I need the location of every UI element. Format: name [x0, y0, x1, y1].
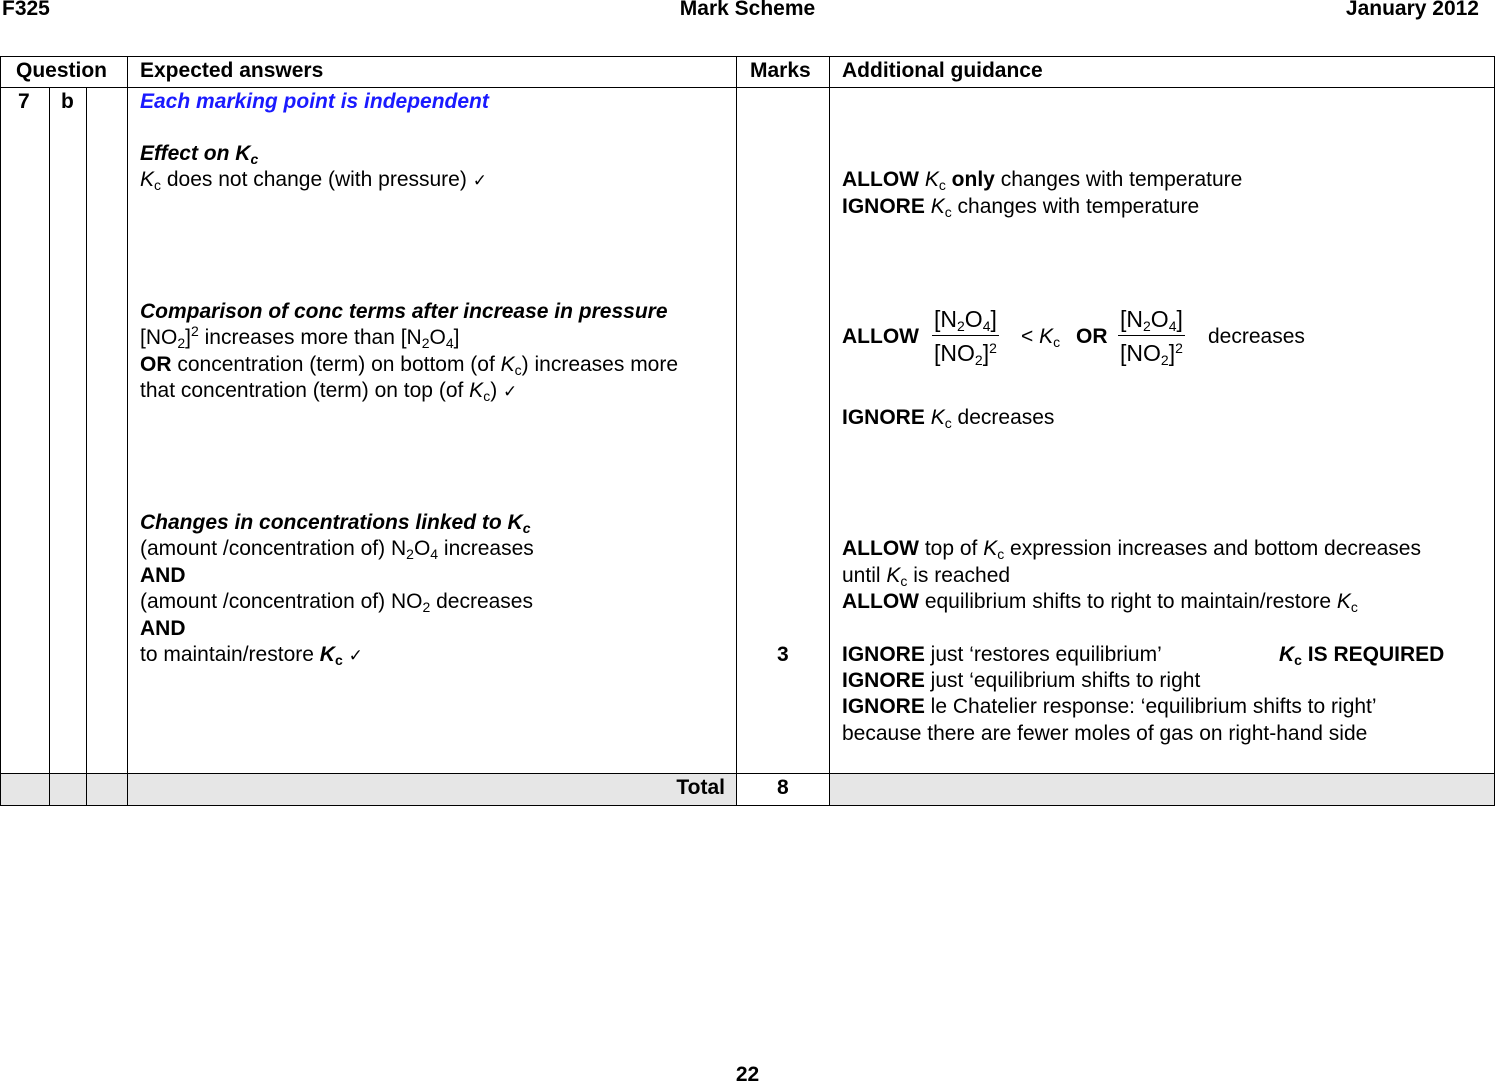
comparison-heading: Comparison of conc terms after increase in pressure [140, 300, 668, 323]
guidance-fewer-moles: because there are fewer moles of gas on right-hand side [842, 722, 1368, 745]
comparison-line-1: $[NO_2]^2$ increases more than $[N_2O_4]$ [140, 323, 460, 351]
guidance-ignore-restores: IGNORE just ‘restores equilibrium’ [842, 643, 1162, 666]
comparison-line-2: OR concentration (term) on bottom (of $K_c$) increases more [140, 353, 679, 378]
guidance-allow-only: ALLOW $K_c$ only changes with temperature [842, 168, 1243, 193]
table-bottom-border [0, 805, 1495, 806]
fraction-2: $[N_2O_4]$ $[NO_2]^2$ [1120, 306, 1183, 368]
comparison-line-3: that concentration (term) on top (of $K_c$) ✓ [140, 379, 518, 404]
changes-line-1: (amount /concentration of) $N_2O_4$ increases [140, 537, 534, 562]
guidance-allow-shift: ALLOW equilibrium shifts to right to maintain/restore $K_c$ [842, 590, 1358, 615]
header-additional-guidance: Additional guidance [842, 59, 1043, 82]
page-number: 22 [735, 1063, 760, 1086]
document-date: January 2012 [1345, 0, 1479, 20]
question-number: 7 [18, 90, 30, 113]
table-left-border [0, 56, 1, 806]
changes-heading: Changes in concentrations linked to $K_c$ [140, 511, 531, 536]
col-divider-4 [736, 56, 737, 806]
guidance-ignore-temperature: IGNORE $K_c$ changes with temperature [842, 195, 1200, 220]
header-question: Question [16, 59, 108, 82]
marks-value: 3 [777, 643, 789, 666]
guidance-allow-fraction-label: ALLOW [842, 325, 919, 348]
col-divider-5 [829, 56, 830, 806]
kc-required-note: $K_c$ IS REQUIRED [1279, 643, 1445, 668]
question-part: b [61, 90, 74, 113]
fraction-decreases: decreases [1208, 325, 1305, 348]
total-label: Total [676, 776, 725, 799]
guidance-until-kc: until $K_c$ is reached [842, 564, 1011, 589]
col-divider-3 [127, 56, 128, 806]
total-marks: 8 [777, 776, 789, 799]
table-top-border [0, 56, 1495, 57]
guidance-or: OR [1076, 325, 1108, 348]
less-than-kc: < $K_c$ [1021, 325, 1061, 350]
tick-icon: ✓ [503, 382, 518, 402]
guidance-allow-top-bottom: ALLOW top of $K_c$ expression increases and bottom decreases [842, 537, 1421, 562]
guidance-ignore-shifts-right: IGNORE just ‘equilibrium shifts to right [842, 669, 1201, 692]
fraction-1: $[N_2O_4]$ $[NO_2]^2$ [934, 306, 997, 368]
header-expected-answers: Expected answers [140, 59, 324, 82]
header-marks: Marks [750, 59, 811, 82]
changes-line-2: (amount /concentration of) $NO_2$ decreases [140, 590, 533, 615]
independent-note: Each marking point is independent [140, 90, 489, 113]
guidance-ignore-kc-decreases: IGNORE $K_c$ decreases [842, 406, 1055, 431]
guidance-ignore-le-chatelier: IGNORE le Chatelier response: ‘equilibrium shifts to right’ [842, 695, 1377, 718]
document-code: F325 [2, 0, 50, 20]
and-1: AND [140, 564, 186, 587]
changes-line-3: to maintain/restore $K_c$ ✓ [140, 643, 363, 668]
col-divider-2 [86, 87, 87, 806]
col-divider-1 [49, 87, 50, 806]
tick-icon: ✓ [348, 646, 363, 666]
effect-heading: Effect on $K_c$ [140, 142, 259, 167]
and-2: AND [140, 617, 186, 640]
header-bottom-border [0, 87, 1495, 88]
document-title: Mark Scheme [679, 0, 816, 20]
row-bottom-border [0, 773, 1495, 774]
effect-answer: $K_c$ does not change (with pressure) ✓ [140, 168, 487, 193]
tick-icon: ✓ [472, 171, 487, 191]
